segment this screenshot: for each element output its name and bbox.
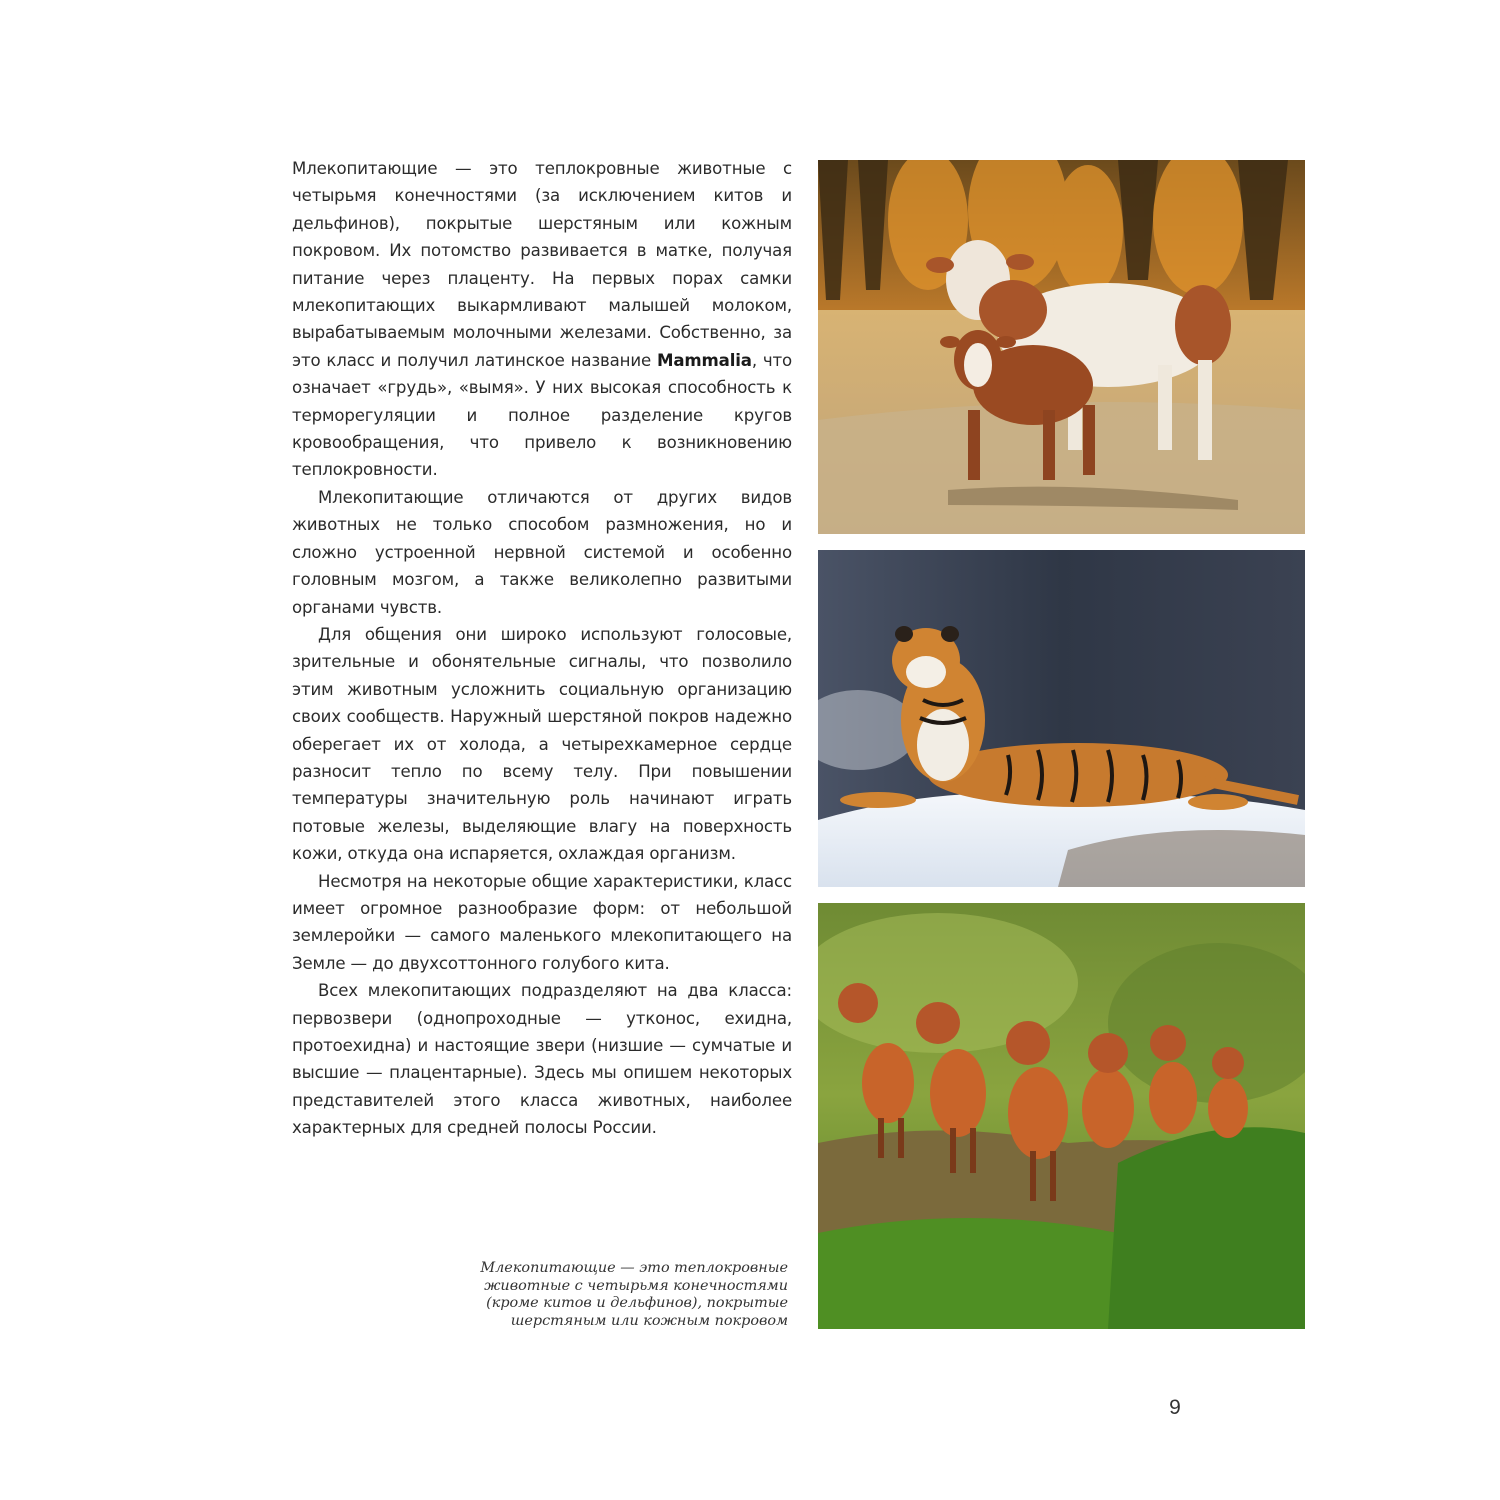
latin-term-mammalia: Mammalia [656, 350, 752, 370]
caption-line-2: животные с четырьмя конечностями [484, 1277, 788, 1294]
paragraph-1-start: Млекопитающие — это теплокровные животные с четырьмя конечностями (за исключением китов и дельфинов), покрытые шерстяным или кожным покровом. Их потомство развивается в матке, получая питание через плаценту. На первых порах самки млекопитающих выкармливают малышей молоком, вырабатываемым молочными железами. Собственно, за это класс и получил латинское название [292, 159, 792, 370]
caption-line-4: шерстяным или кожным покровом [510, 1312, 788, 1329]
tiger-on-snow-photo [818, 550, 1305, 887]
cow-and-calf-photo [818, 160, 1305, 534]
paragraph-4: Несмотря на некоторые общие характеристики, класс имеет огромное разнообразие форм: от небольшой землеройки — самого маленького млекопитающего на Земле — до двухсоттонного голубого кита. [292, 871, 792, 973]
paragraph-1-end: , что означает «грудь», «вымя». У них высокая способность к терморегуляции и полное разделение кругов кровообращения, что привело к возникновению теплокровности. [292, 350, 793, 480]
paragraph-5: Всех млекопитающих подразделяют на два класса: первозвери (однопроходные — утконос, ехидна, протоехидна) и настоящие звери (низшие — сумчатые и высшие — плацентарные). Здесь мы опишем некоторых представителей этого класса животных, наиболее характерных для средней полосы России. [292, 981, 792, 1138]
paragraph-3: Для общения они широко используют голосовые, зрительные и обонятельные сигналы, что позволило этим животным усложнить социальную организацию своих сообществ. Наружный шерстяной покров надежно оберегает их от холода, а четырехкамерное сердце разносит тепло по всему телу. При повышении температуры значительную роль начинают играть потовые железы, выделяющие влагу на поверхность кожи, откуда она испаряется, охлаждая организм. [292, 624, 792, 864]
page-number: 9 [1169, 1396, 1181, 1419]
fox-cubs-photo [818, 903, 1305, 1329]
caption-line-3: (кроме китов и дельфинов), покрытые [486, 1295, 788, 1311]
paragraph-2: Млекопитающие отличаются от других видов животных не только способом размножения, но и сложно устроенной нервной системой и особенно головным мозгом, а также великолепно развитыми органами чувств. [292, 487, 792, 617]
paragraph-1 [292, 155, 792, 484]
body-text-column [292, 155, 792, 1142]
photo-caption [470, 1260, 788, 1330]
caption-line-1: Млекопитающие — это теплокровные [480, 1260, 788, 1276]
